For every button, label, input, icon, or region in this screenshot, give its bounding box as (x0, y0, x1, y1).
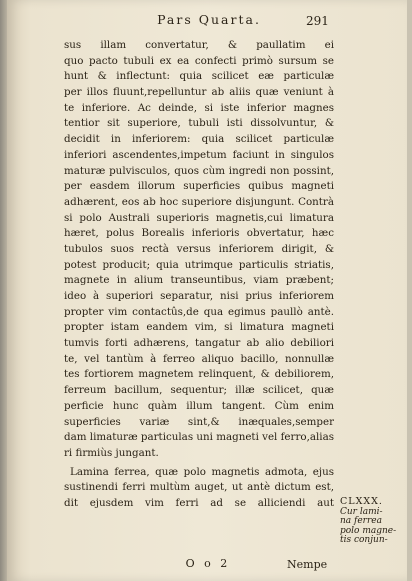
text-line: superficies variæ sint,& inæquales,semper (64, 415, 334, 428)
text-line: ri firmiùs jungant. (64, 446, 159, 459)
paragraph-2 (64, 465, 334, 512)
text-line: magnete in alium transeuntibus, viam præbent; (64, 274, 334, 287)
text-line: per illos fluunt,repelluntur ab aliis quæ veniunt à (64, 86, 334, 99)
text-line: te, vel tantùm à ferreo aliquo bacillo, nonnullæ (64, 352, 334, 365)
text-line: sustinendi ferri multùm auget, ut antè dictum est, (64, 481, 334, 494)
paragraph-1 (64, 38, 334, 462)
text-line: perficie hunc quàm illum tangent. Cùm enim (64, 399, 334, 412)
text-line: ferreum bacillum, sequentur; illæ scilicet, quæ (64, 384, 334, 397)
signature-mark: O o 2 (185, 557, 231, 570)
margin-note (340, 497, 398, 546)
margin-note-line: Cur lami- (340, 506, 383, 517)
text-line: propter istam eandem vim, si limatura magneti (64, 321, 334, 334)
margin-note-text (340, 508, 398, 546)
book-gutter-shadow (0, 0, 7, 581)
text-line: tes fortiorem magnetem relinquent, & debiliorem, (64, 368, 334, 381)
catchword: Nempe (287, 558, 328, 571)
text-line: decidit in inferiorem: quia scilicet particulæ (64, 133, 334, 146)
text-line: propter vim contactûs,de qua egimus paullò antè. (64, 305, 334, 318)
text-line: dam limaturæ particulas uni magneti vel ferro,alias (64, 431, 334, 444)
text-line: adhærent, eos ab hoc superiore disjungunt. Contrà (64, 195, 334, 208)
text-line: hunt & inflectunt: quia scilicet eæ particulæ (64, 70, 334, 83)
text-line: hæret, polus Borealis inferioris obvertatur, hæc (64, 227, 334, 240)
text-line: Lamina ferrea, quæ polo magnetis admota, ejus (70, 465, 334, 478)
text-line: si polo Australi superioris magnetis,cui limatura (64, 211, 334, 224)
text-line: te inferiore. Ac deinde, si iste inferior magnes (64, 101, 334, 114)
text-line: sus illam convertatur, & paullatim ei (64, 39, 334, 51)
main-text-block (64, 38, 334, 512)
text-line: ideo à superiori separatur, nisi prius inferiorem (64, 290, 334, 302)
margin-note-number: CLXXX. (340, 496, 383, 507)
text-line: tubulos suos rectà versus inferiorem dirigit, & (64, 242, 334, 255)
running-title: Pars Quarta. (157, 12, 261, 27)
margin-note-line: na ferrea (340, 516, 382, 527)
text-line: inferiori ascendentes,impetum faciunt in singulos (64, 148, 334, 161)
text-line: quo pacto tubuli ex ea confecti primò sursum se (64, 54, 334, 67)
text-line: tumvis forti adhærens, tangatur ab alio debiliori (64, 337, 334, 350)
text-line: per easdem illorum superficies quibus magneti (64, 180, 334, 193)
margin-note-line: polo magne- (340, 525, 397, 536)
text-line: tentior sit superiore, tubuli isti dissolvuntur, & (64, 117, 334, 130)
page-number: 291 (306, 14, 329, 28)
text-line: maturæ pulvisculos, quos cùm ingredi non possint, (64, 164, 334, 177)
text-line: dit ejusdem vim ferri ad se alliciendi aut (64, 496, 334, 509)
text-line: potest producit; quia utrimque particulis striatis, (64, 258, 334, 271)
margin-note-line: tis conjun- (340, 535, 388, 546)
